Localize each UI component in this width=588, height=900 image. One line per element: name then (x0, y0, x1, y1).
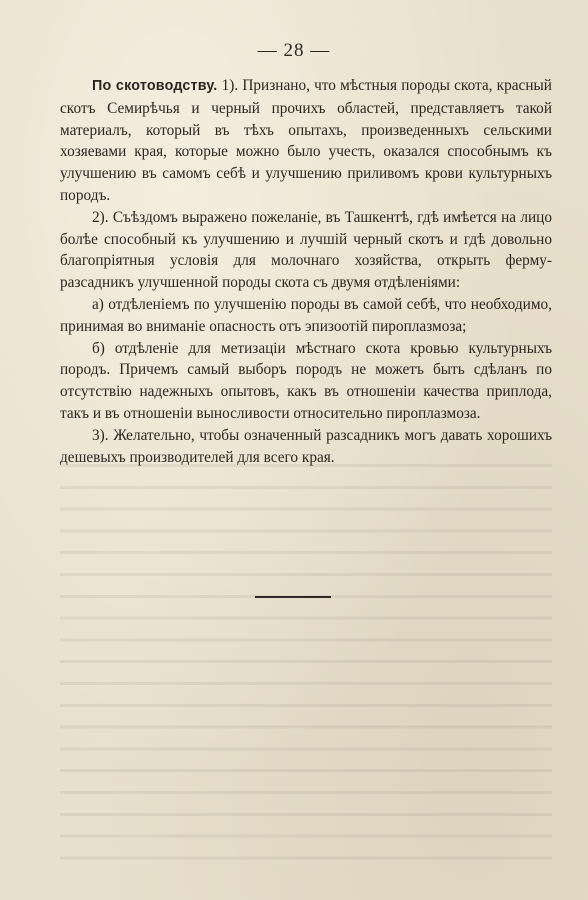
section-heading: По скотоводству. (92, 78, 218, 94)
paragraph-text: 1). Признано, что мѣстныя породы скота, красный скотъ Семирѣчья и черный прочихъ областей, представляетъ такой материалъ, который въ тѣхъ опытахъ, произведенныхъ сельскими хозяевами края, которые можно было учесть, оказался способнымъ къ улучшению въ самомъ себѣ и улучшению приливомъ крови культурныхъ породъ. (60, 77, 552, 204)
body-text (60, 75, 552, 468)
paragraph-text: 3). Желательно, чтобы означенный разсадникъ могъ давать хорошихъ дешевыхъ производителей для всего края. (60, 426, 552, 466)
paragraph-text: б) отдѣленіе для метизаціи мѣстнаго скота кровью культурныхъ породъ. Причемъ самый выборъ породъ не можетъ быть сдѣланъ по отсутствію надежныхъ опытовъ, какъ въ отношеніи качества приплода, такъ и въ отношеніи выносливости относительно пироплазмоза. (60, 339, 552, 422)
page-number: — 28 — (257, 40, 331, 61)
paragraph-livestock-1 (60, 75, 552, 207)
bleed-through-texture (60, 450, 552, 870)
paragraph-item-a (60, 294, 552, 338)
paragraph-livestock-2 (60, 207, 552, 294)
paragraph-item-b (60, 338, 552, 425)
paragraph-livestock-3 (60, 425, 552, 469)
section-divider (255, 596, 331, 598)
paragraph-text: а) отдѣленіемъ по улучшенію породы въ самой себѣ, что необходимо, принимая во вниманіе опасность отъ эпизоотій пироплазмоза; (60, 295, 552, 335)
paragraph-text: 2). Съѣздомъ выражено пожеланіе, въ Ташкентѣ, гдѣ имѣется на лицо болѣе способный къ улучшению и лучшій черный скотъ и гдѣ довольно благопріятныя условія для молочнаго хозяйства, открыть ферму-разсадникъ улучшенной породы скота съ двумя отдѣленіями: (60, 208, 552, 292)
